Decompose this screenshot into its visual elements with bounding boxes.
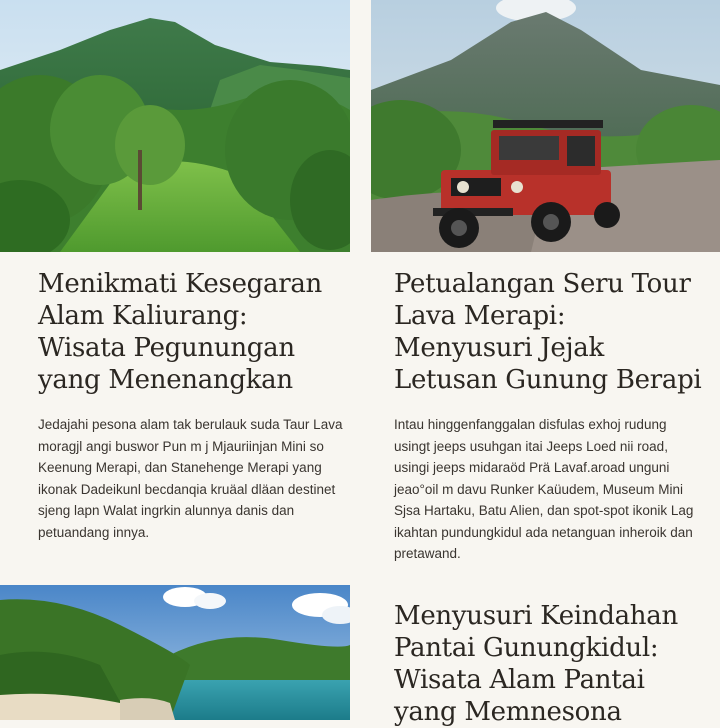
article-excerpt: Intau hinggenfanggalan disfulas exhoj rudung usingt jeeps usuhgan itai Jeeps Loed nii road, usingi jeeps midaraöd Prä Lavaf.aroad unguni jeao°oil m davu Runker Kaüudem, Museum Mini Sjsa Hartaku, Batu Alien, dan spot-spot ikonik Lag ikahtan pundungkidul ada netanguan inheroik dan pretawand. (394, 417, 694, 561)
article-title[interactable]: Menyusuri Keindahan Pantai Gunungkidul: Wisata Alam Pantai yang Memnesona (394, 601, 678, 727)
gunungkidul-beach-photo[interactable] (0, 585, 350, 720)
article-card-kaliurang[interactable] (0, 0, 360, 560)
kaliurang-mountain-photo[interactable] (0, 0, 350, 252)
article-title[interactable]: Petualangan Seru Tour Lava Merapi: Menyusuri Jejak Letusan Gunung Berapi (394, 269, 702, 395)
article-card-gunungkidul-photo[interactable] (0, 585, 360, 720)
lava-tour-jeep-photo[interactable] (371, 0, 720, 252)
article-card-lava-tour[interactable] (360, 0, 720, 580)
article-title[interactable]: Menikmati Kesegaran Alam Kaliurang: Wisata Pegunungan yang Menenangkan (38, 269, 322, 395)
article-excerpt: Jedajahi pesona alam tak berulauk suda Taur Lava moragjl angi buswor Pun m j Mjauriinjan Mini so Keenung Merapi, dan Stanehenge Merapi yang ikonak Dadeikunl becdanqia kruäal dläan destinet sjeng lapn Walat ingrkin alunnya danis dan petuandang innya. (38, 417, 343, 540)
